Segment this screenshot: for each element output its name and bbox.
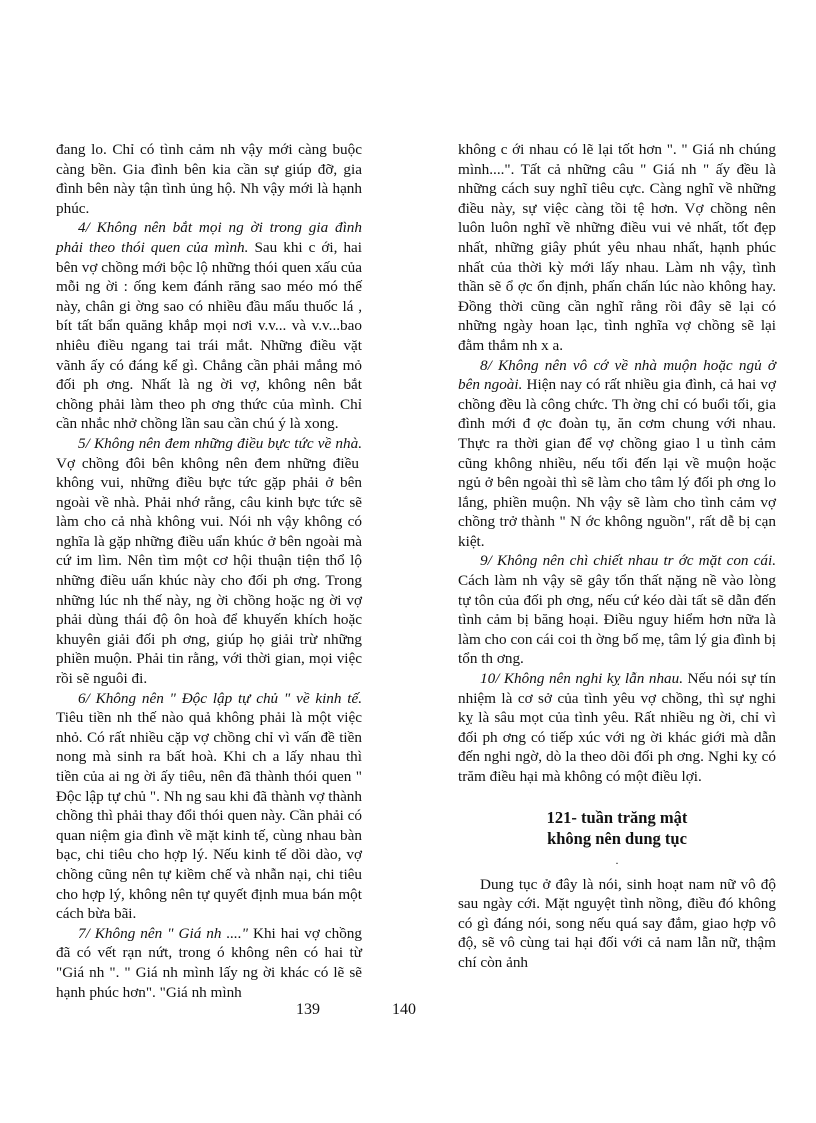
- paragraph-item-6: [56, 689, 362, 924]
- paragraph-section-121: Dung tục ở đây là nói, sinh hoạt nam nữ vô độ sau ngày cới. Mặt nguyệt tình nồng, điều đó không có gì đáng nói, song nếu quá say đắm, giao hợp vô độ, sẽ vô cùng tai hại đối với cả nam lẫn nữ, thậm chí còn ảnh: [458, 875, 776, 971]
- paragraph-item-5: [56, 434, 362, 689]
- section-heading: [458, 807, 776, 849]
- section-heading-line-2: không nên dung tục: [547, 828, 687, 848]
- paragraph-item-9: [458, 551, 776, 669]
- item-10-heading: 10/ Không nên nghi kỵ lẫn nhau.: [480, 670, 684, 688]
- right-page-column: [458, 140, 776, 973]
- item-7-body: Khi hai vợ chồng đã có vết rạn nứt, trong ó không nên có hai từ "Giá nh ". " Giá nh mình lấy ng ời khác có lẽ sẽ hạnh phúc hơn". "Giá nh mình: [56, 924, 362, 1001]
- section-heading-line-1: 121- tuần trăng mật: [546, 807, 688, 827]
- item-5-body: Vợ chồng đôi bên không nên đem những điều không vui, những điều bực tức gặp phải ở bên ngoài về nhà. Phải nhớ rằng, câu kinh bực tức sẽ làm cho cả nhà không vui. Nói nh vậy không có nghĩa là gặp những điều uẩn khúc ở bên ngoài mà cứ im lìm. Nên tìm một cơ hội thuận tiện thổ lộ những điều uẩn khúc này cho đối ph ơng. Trong những lúc nh thế này, ng ời chồng hoặc ng ời vợ phải dùng thái độ ôn hoà để khuyến khích hoặc khuyên giải đối ph ơng, giúp họ giải trừ những phiền muộn. Phải tin rằng, với thời gian, mọi việc rồi sẽ nguôi đi.: [56, 454, 362, 688]
- item-4-heading: 4/ Không nên bắt mọi ng ời trong gia đình phải theo thói quen của mình.: [56, 219, 362, 256]
- item-9-body: Cách làm nh vậy sẽ gây tổn thất nặng nề vào lòng tự tôn của đối ph ơng, nếu cứ kéo dài tất sẽ dẫn đến tình cảm bị băng hoại. Điều nguy hiểm hơn nữa là làm cho con cái coi th ờng bố mẹ, tâm lý gia đình bị tổn th ơng.: [458, 572, 776, 668]
- page-number-left: 139: [296, 1001, 320, 1018]
- paragraph-item-4: [56, 218, 362, 434]
- item-8-heading: 8/ Không nên vô cớ về nhà muộn hoặc ngủ ở bên ngoài.: [458, 356, 776, 394]
- item-9-heading: 9/ Không nên chì chiết nhau tr ớc mặt con cái.: [480, 552, 776, 570]
- paragraph-continuation: không c ới nhau có lẽ lại tốt hơn ". " Giá nh chúng mình....". Tất cả những câu " Giá nh " ấy đều là những cách suy nghĩ tiêu cực. Càng nghĩ về những điều này, sự việc càng tồi tệ hơn. Vợ chồng nên luôn luôn nghĩ về những điều vui vẻ nhất, tốt đẹp nhất, những giây phút yêu nhau nhất, hạnh phúc nhất của thời kỳ mới lấy nhau. Làm nh vậy, tình thần sẽ ổ ợc ổn định, phấn chấn lúc nào không hay. Đồng thời cũng cần nghĩ rằng rồi đây sẽ lại có những ngày hoan lạc, tình nghĩa vợ chồng sẽ lại đằm thắm nh x a.: [458, 141, 776, 354]
- item-5-heading: 5/ Không nên đem những điều bực tức về nhà.: [78, 434, 362, 452]
- paragraph-continuation: đang lo. Chỉ có tình cảm nh vậy mới càng buộc càng bền. Gia đình bên kia cần sự giúp đỡ, gia đình bên này tận tình ủng hộ. Nh vậy mới là hạnh phúc.: [56, 141, 362, 217]
- item-6-body: Tiêu tiền nh thế nào quả không phải là một việc nhỏ. Có rất nhiều cặp vợ chồng chỉ vì vấn đề tiền nong mà sinh ra bất hoà. Khi ch a lấy nhau thì tiền của ai ng ời ấy tiêu, nên đã thành thói quen " Độc lập tự chủ ". Nh ng sau khi đã thành vợ thành chồng thì phải thay đổi thói quen này. Cần phải có quan niệm gia đình về mặt kinh tế, cùng nhau bàn bạc, chi tiêu cho hợp lý. Nếu kinh tế dồi dào, vợ chồng cũng nên tự kiềm chế và nhẫn nại, chi tiêu cho hợp lý, không nên tự quyết định mua bán một cách bừa bãi.: [56, 709, 362, 923]
- item-8-body: Hiện nay có rất nhiều gia đình, cả hai vợ chồng đều là công chức. Th ờng chỉ có buổi tối, gia đình mới đ ợc đoàn tụ, ăn cơm chung với nhau. Thực ra thời gian để vợ chồng giao l u tình cảm cũng không nhiều, nếu tối đến lại về muộn hoặc ngủ ở bên ngoài thì sẽ làm cho tâm lý đối ph ơng lo lắng, phiền muộn. Nh vậy sẽ làm cho tình cảm vợ chồng trở thành " N ớc không nguồn", rất dễ bị cạn kiệt.: [458, 376, 776, 550]
- item-4-body: Sau khi c ới, hai bên vợ chồng mới bộc lộ những thói quen xấu của mỗi ng ời : ống kem đánh răng sao méo mó thế này, chân gi ờng sao có nhiều đầu mẩu thuốc lá , bít tất bẩn quăng khắp mọi nơi v.v... và v.v...bao nhiêu điều ngang tai trái mắt. Những điều vặt vãnh ấy có đáng kể gì. Chẳng cần phải mắng mỏ đối ph ơng. Nhất là ng ời vợ, không nên bắt chồng phải làm theo ph ơng thức của mình. Chỉ cần nhắc nhở chồng lần sau cần chú ý là xong.: [56, 238, 363, 433]
- paragraph-item-8: [458, 356, 776, 552]
- left-page-column: [56, 140, 362, 1002]
- page-number-right: 140: [392, 1001, 416, 1018]
- item-7-heading: 7/ Không nên " Giá nh ....": [78, 924, 249, 942]
- item-6-heading: 6/ Không nên " Độc lập tự chủ " về kinh tế.: [78, 689, 362, 707]
- separator-dot: .: [615, 852, 619, 867]
- paragraph-item-10: [458, 669, 776, 787]
- paragraph-item-7: [56, 924, 362, 1002]
- item-10-body: Nếu nói sự tín nhiệm là cơ sở của tình yêu vợ chồng, thì sự nghi kỵ là sâu mọt của tình yêu. Rất nhiều ng ời, chỉ vì đối ph ơng có tiếp xúc với ng ời khác giới mà dẫn đến nghi ngờ, dò la theo dõi đối ph ơng. Nghi kỵ có trăm điều hại mà không có một điều lợi.: [458, 670, 776, 785]
